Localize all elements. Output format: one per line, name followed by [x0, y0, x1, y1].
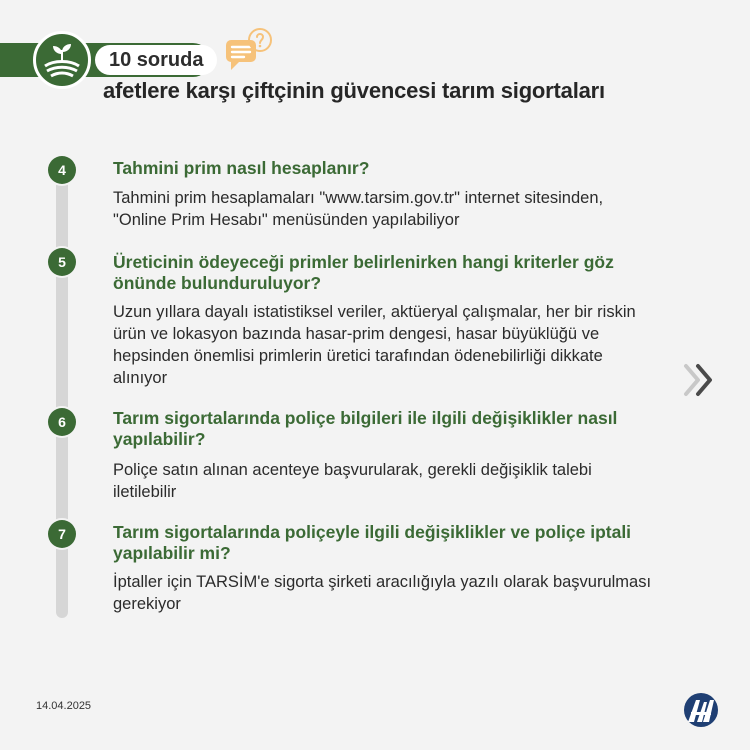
header-badge: 10 soruda	[95, 45, 217, 75]
page-title: afetlere karşı çiftçinin güvencesi tarım sigortaları	[103, 78, 605, 103]
sprout-field-icon	[33, 31, 91, 89]
chat-question-icon	[222, 26, 274, 72]
item-answer: Tahmini prim hesaplamaları "www.tarsim.gov.tr" internet sitesinden, "Online Prim Hesabı" menüsünden yapılabiliyor	[113, 189, 604, 229]
item-answer: Uzun yıllara dayalı istatistiksel veriler, aktüeryal çalışmalar, her bir riskin ürün ve lokasyon bazında hasar-prim dengesi, hasar büyüklüğü ve hepsinden önemlisi primlerin üretici tarafından ödenebilirliği dikkate alınıyor	[113, 303, 636, 387]
chevron-right-double-icon[interactable]	[680, 360, 720, 400]
item-number: 7	[48, 520, 76, 548]
item-number: 4	[48, 156, 76, 184]
item-number: 6	[48, 408, 76, 436]
item-answer: Poliçe satın alınan acenteye başvurularak, gerekli değişiklik talebi iletilebilir	[113, 461, 592, 501]
publish-date: 14.04.2025	[36, 700, 92, 712]
item-question: Tarım sigortalarında poliçeyle ilgili değişiklikler ve poliçe iptali yapılabilir mi?	[113, 522, 632, 563]
aa-logo-icon	[683, 692, 719, 728]
item-question: Tarım sigortalarında poliçe bilgileri ile ilgili değişiklikler nasıl yapılabilir?	[113, 408, 618, 449]
item-question: Tahmini prim nasıl hesaplanır?	[113, 158, 370, 178]
item-answer: İptaller için TARSİM'e sigorta şirketi aracılığıyla yazılı olarak başvurulması gerekiyor	[113, 573, 652, 613]
item-question: Üreticinin ödeyeceği primler belirlenirken hangi kriterler göz önünde bulunduruluyor?	[113, 252, 614, 293]
item-number: 5	[48, 248, 76, 276]
timeline-line	[56, 168, 68, 618]
